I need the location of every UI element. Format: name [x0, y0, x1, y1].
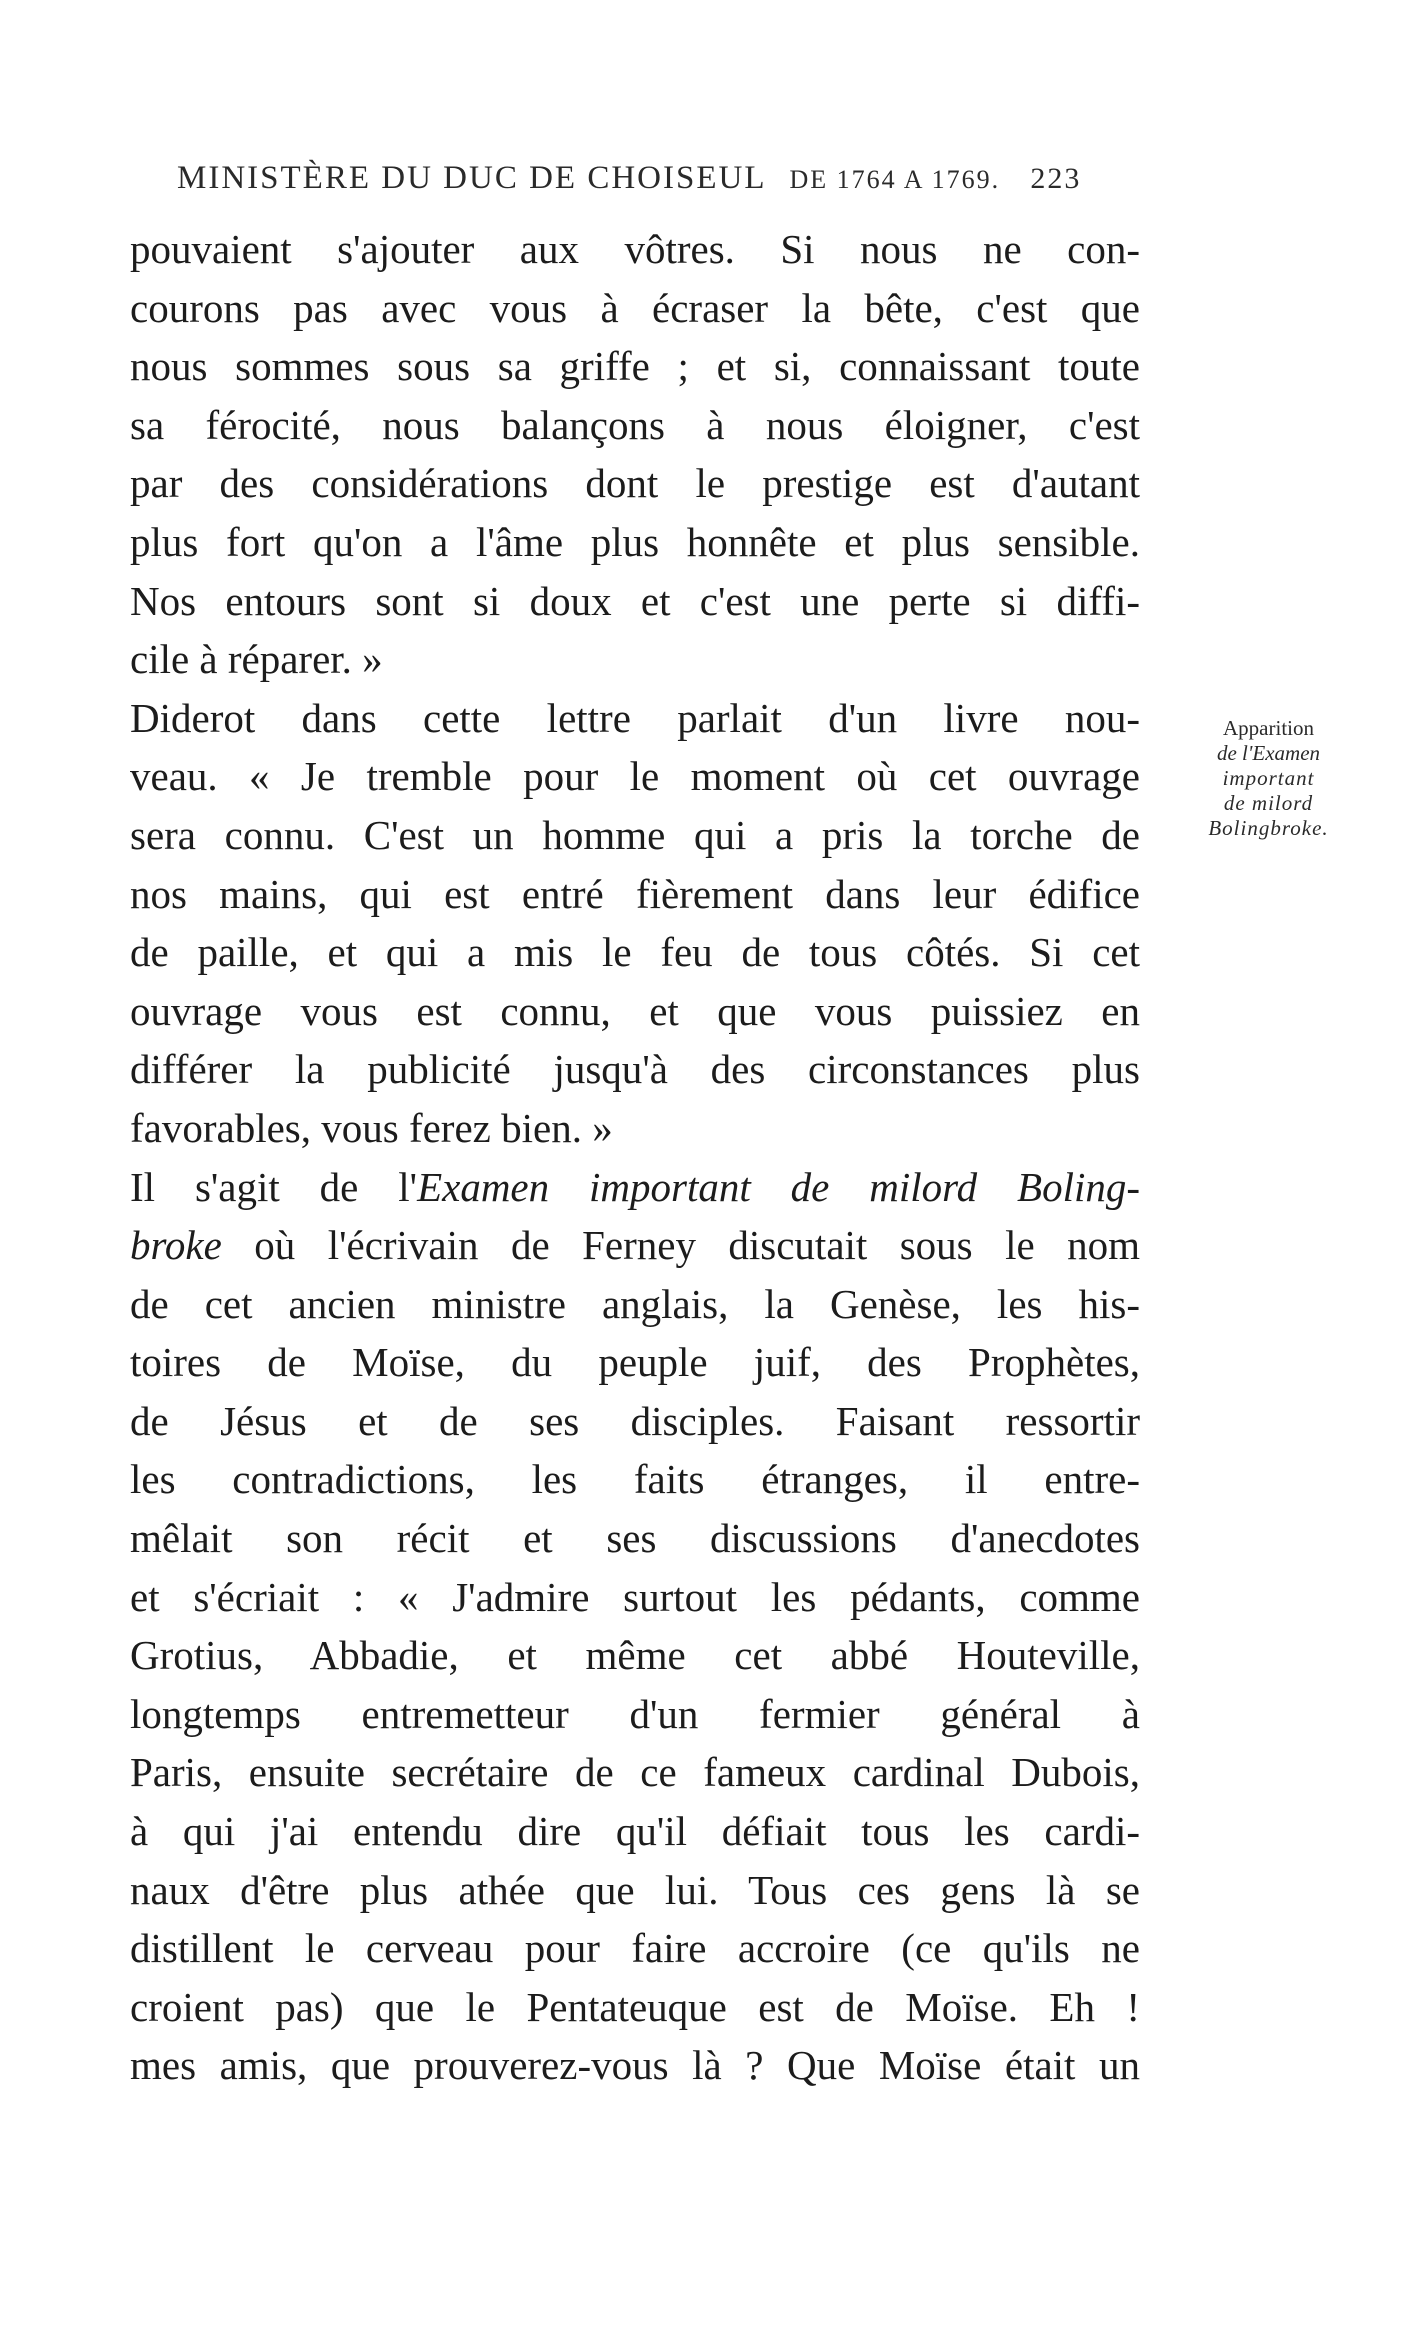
italic-title: Examen important de milord Boling- [417, 1163, 1141, 1210]
text-line-segment: Il s'agit de l' [130, 1163, 418, 1210]
text-line: différer la publicité jusqu'à des circonstances plus [130, 1046, 1140, 1093]
marginal-note-line: de milord [1223, 791, 1314, 815]
body-text [130, 220, 1140, 2095]
marginal-note-line: de l'Examen [1216, 741, 1321, 765]
text-line: distillent le cerveau pour faire accroire (ce qu'ils ne [130, 1925, 1140, 1972]
text-line: veau. « Je tremble pour le moment où cet ouvrage [130, 753, 1140, 800]
text-line: de paille, et qui a mis le feu de tous côtés. Si cet [130, 929, 1140, 976]
text-line [130, 1216, 1140, 1275]
text-line: nos mains, qui est entré fièrement dans leur édifice [130, 870, 1140, 917]
running-head [177, 160, 1177, 197]
page-number: 223 [1030, 162, 1082, 195]
text-line: croient pas) que le Pentateuque est de Moïse. Eh ! [130, 1983, 1140, 2030]
text-line-segment: où l'écrivain de Ferney discutait sous le nom [221, 1222, 1140, 1269]
text-line: sa férocité, nous balançons à nous éloigner, c'est [130, 401, 1140, 448]
marginal-note [1176, 716, 1361, 841]
text-line: ouvrage vous est connu, et que vous puissiez en [130, 987, 1140, 1034]
text-line: pouvaient s'ajouter aux vôtres. Si nous ne con- [130, 226, 1140, 272]
text-line: et s'écriait : « J'admire surtout les pédants, comme [130, 1573, 1140, 1620]
running-head-dates: DE 1764 A 1769. [789, 165, 1001, 194]
text-line: de cet ancien ministre anglais, la Genèse, les his- [130, 1280, 1140, 1327]
text-line: nous sommes sous sa griffe ; et si, connaissant toute [130, 343, 1140, 390]
text-line: toires de Moïse, du peuple juif, des Prophètes, [130, 1339, 1140, 1386]
text-line: à qui j'ai entendu dire qu'il défiait tous les cardi- [130, 1808, 1140, 1855]
marginal-note-line: Apparition [1223, 716, 1314, 740]
text-line: cile à réparer. » [130, 636, 383, 683]
text-line: favorables, vous ferez bien. » [130, 1104, 613, 1151]
text-line: les contradictions, les faits étranges, il entre- [130, 1456, 1140, 1503]
text-line: par des considérations dont le prestige est d'autant [130, 460, 1140, 507]
text-line [130, 1158, 1140, 1217]
text-line: naux d'être plus athée que lui. Tous ces gens là se [130, 1866, 1140, 1913]
text-line: Grotius, Abbadie, et même cet abbé Houteville, [130, 1632, 1140, 1679]
text-line: plus fort qu'on a l'âme plus honnête et plus sensible. [130, 518, 1140, 565]
running-head-title: MINISTÈRE DU DUC DE CHOISEUL [177, 160, 766, 196]
marginal-note-line: important [1222, 766, 1315, 790]
text-line: Nos entours sont si doux et c'est une perte si diffi- [130, 577, 1140, 624]
text-line: longtemps entremetteur d'un fermier général à [130, 1690, 1140, 1737]
text-line: Diderot dans cette lettre parlait d'un livre nou- [130, 694, 1140, 741]
text-line: mêlait son récit et ses discussions d'anecdotes [130, 1515, 1140, 1562]
text-line: sera connu. C'est un homme qui a pris la torche de [130, 811, 1140, 858]
marginal-note-line: Bolingbroke. [1208, 816, 1329, 840]
italic-title: broke [130, 1222, 222, 1269]
text-line: courons pas avec vous à écraser la bête, c'est que [130, 284, 1140, 331]
text-line: mes amis, que prouverez-vous là ? Que Moïse était un [130, 2042, 1140, 2089]
text-line: Paris, ensuite secrétaire de ce fameux cardinal Dubois, [130, 1749, 1140, 1796]
text-line: de Jésus et de ses disciples. Faisant ressortir [130, 1397, 1140, 1444]
